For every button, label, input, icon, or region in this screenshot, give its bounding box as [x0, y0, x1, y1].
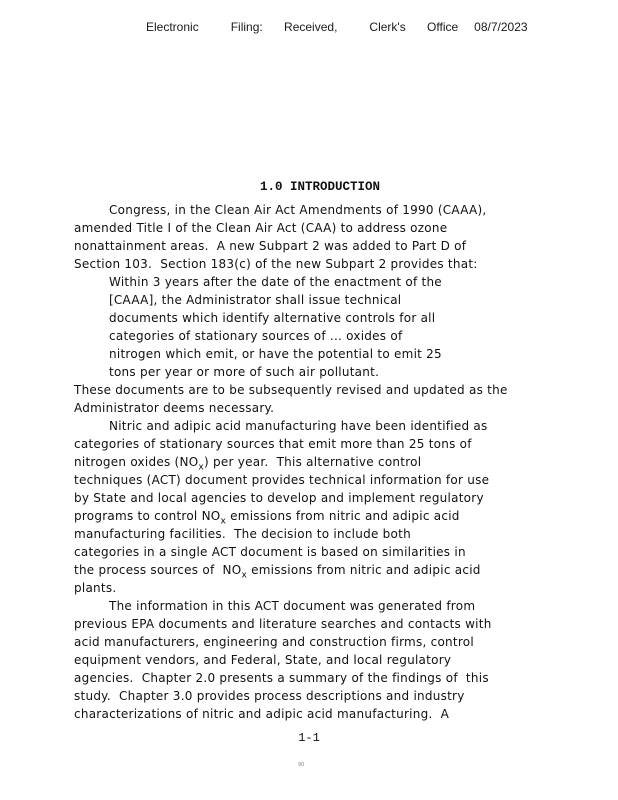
text-line: Congress, in the Clean Air Act Amendments of 1990 (CAAA),	[109, 203, 487, 217]
text-line: nitrogen oxides $(NO_x)$ per year. This alternative control	[74, 455, 422, 473]
text-line: amended Title I of the Clean Air Act (CAA) to address ozone	[74, 221, 448, 235]
text-line: Nitric and adipic acid manufacturing have been identified as	[109, 419, 488, 433]
body-text	[74, 201, 554, 723]
text-line: previous EPA documents and literature searches and contacts with	[74, 617, 492, 631]
text-line: categories of stationary sources that emit more than 25 tons of	[74, 437, 472, 451]
text-line: programs to control $NO_x$ emissions from nitric and adipic acid	[74, 509, 460, 527]
text-line: by State and local agencies to develop and implement regulatory	[74, 491, 484, 505]
text-line: categories of stationary sources of ... oxides of	[109, 329, 403, 343]
text-line: categories in a single ACT document is based on similarities in	[74, 545, 466, 559]
text-line: tons per year or more of such air pollutant.	[109, 365, 380, 379]
text-line: nitrogen which emit, or have the potential to emit 25	[109, 347, 442, 361]
scan-stamp: 90	[298, 762, 305, 768]
text-line: study. Chapter 3.0 provides process descriptions and industry	[74, 689, 465, 703]
text-line: Within 3 years after the date of the enactment of the	[109, 275, 442, 289]
text-line: [CAAA], the Administrator shall issue technical	[109, 293, 402, 307]
text-line: agencies. Chapter 2.0 presents a summary of the findings of this	[74, 671, 489, 685]
text-line: Section 103. Section 183(c) of the new Subpart 2 provides that:	[74, 257, 478, 271]
filing-stamp-header: Electronic Filing: Received, Clerk's Office 08/7/2023	[146, 20, 528, 34]
text-line: Administrator deems necessary.	[74, 401, 275, 415]
page-number: 1-1	[298, 731, 320, 745]
text-line: equipment vendors, and Federal, State, and local regulatory	[74, 653, 452, 667]
text-line: The information in this ACT document was generated from	[109, 599, 476, 613]
text-line: These documents are to be subsequently revised and updated as the	[74, 383, 508, 397]
text-line: characterizations of nitric and adipic acid manufacturing. A	[74, 707, 450, 721]
text-line: acid manufacturers, engineering and construction firms, control	[74, 635, 474, 649]
text-line: manufacturing facilities. The decision to include both	[74, 527, 411, 541]
text-line: techniques (ACT) document provides technical information for use	[74, 473, 490, 487]
text-line: nonattainment areas. A new Subpart 2 was added to Part D of	[74, 239, 467, 253]
text-line: the process sources of $NO_x$ emissions from nitric and adipic acid	[74, 563, 481, 581]
section-title: 1.0 INTRODUCTION	[259, 180, 381, 194]
text-line: documents which identify alternative controls for all	[109, 311, 436, 325]
text-line: plants.	[74, 581, 117, 595]
